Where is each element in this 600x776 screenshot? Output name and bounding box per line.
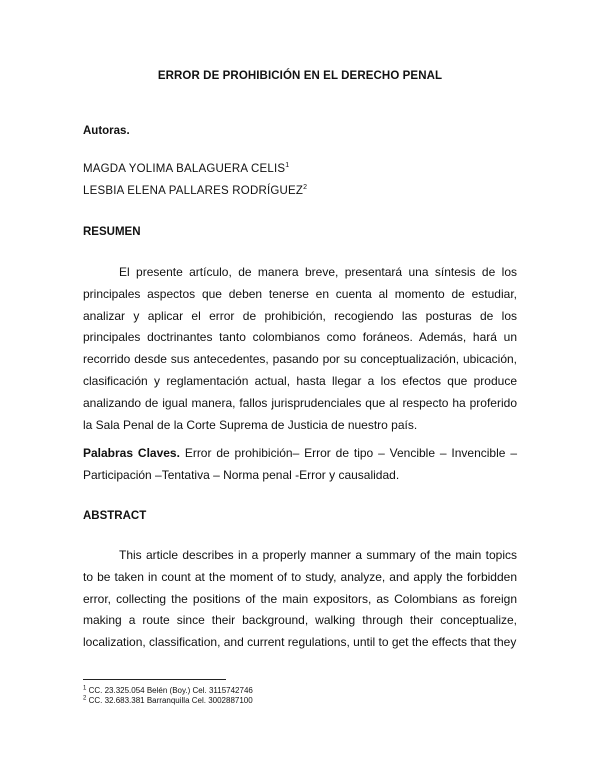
author-line bbox=[83, 185, 307, 197]
author-name: MAGDA YOLIMA BALAGUERA CELIS bbox=[83, 163, 286, 175]
author-name: LESBIA ELENA PALLARES RODRÍGUEZ bbox=[83, 185, 304, 197]
paper-title: ERROR DE PROHIBICIÓN EN EL DERECHO PENAL bbox=[157, 70, 443, 82]
footnote-divider bbox=[83, 679, 226, 680]
resumen-paragraph: El presente artículo, de manera breve, presentará una síntesis de los principales aspectos que deben tenerse en cuenta al momento de estudiar, analizar y aplicar el error de prohibición, recogiendo las posturas de los principales doctrinantes tanto colombianos como foráneos. Además, hará un recorrido desde sus antecedentes, pasando por su conceptualización, ubicación, clasificación y reglamentación actual, hasta llegar a los efectos que produce analizando de igual manera, fallos jurisprudenciales que al respecto ha proferido la Sala Penal de la Corte Suprema de Justicia de nuestro país. bbox=[83, 265, 517, 432]
authors-label: Autoras. bbox=[83, 125, 130, 137]
footnote-text: CC. 23.325.054 Belén (Boy.) Cel. 3115742746 bbox=[88, 686, 253, 695]
author-footnote-mark: 1 bbox=[285, 162, 290, 170]
abstract-paragraph: This article describes in a properly manner a summary of the main topics to be taken in count at the moment of to study, analyze, and apply the forbidden error, collecting the positions of the main expositors, as Colombians as foreign making a route since their background, walking through their conceptualize, localization, classification, and current regulations, until to get the effects that they bbox=[83, 548, 517, 650]
footnote-text: CC. 32.683.381 Barranquilla Cel. 3002887100 bbox=[88, 696, 253, 705]
keywords-label: Palabras Claves. bbox=[83, 446, 180, 460]
footnote bbox=[83, 686, 253, 696]
abstract-heading: ABSTRACT bbox=[83, 510, 147, 522]
footnote-mark: 1 bbox=[83, 685, 87, 692]
footnote bbox=[83, 696, 253, 706]
resumen-heading: RESUMEN bbox=[83, 226, 141, 238]
keywords-text: Error de prohibición– Error de tipo – Vencible – Invencible – Participación –Tentativa – Norma penal -Error y causalidad. bbox=[83, 446, 517, 482]
author-footnote-mark: 2 bbox=[303, 184, 308, 192]
author-line bbox=[83, 163, 289, 175]
keywords-paragraph bbox=[83, 443, 517, 487]
footnote-mark: 2 bbox=[83, 695, 87, 702]
